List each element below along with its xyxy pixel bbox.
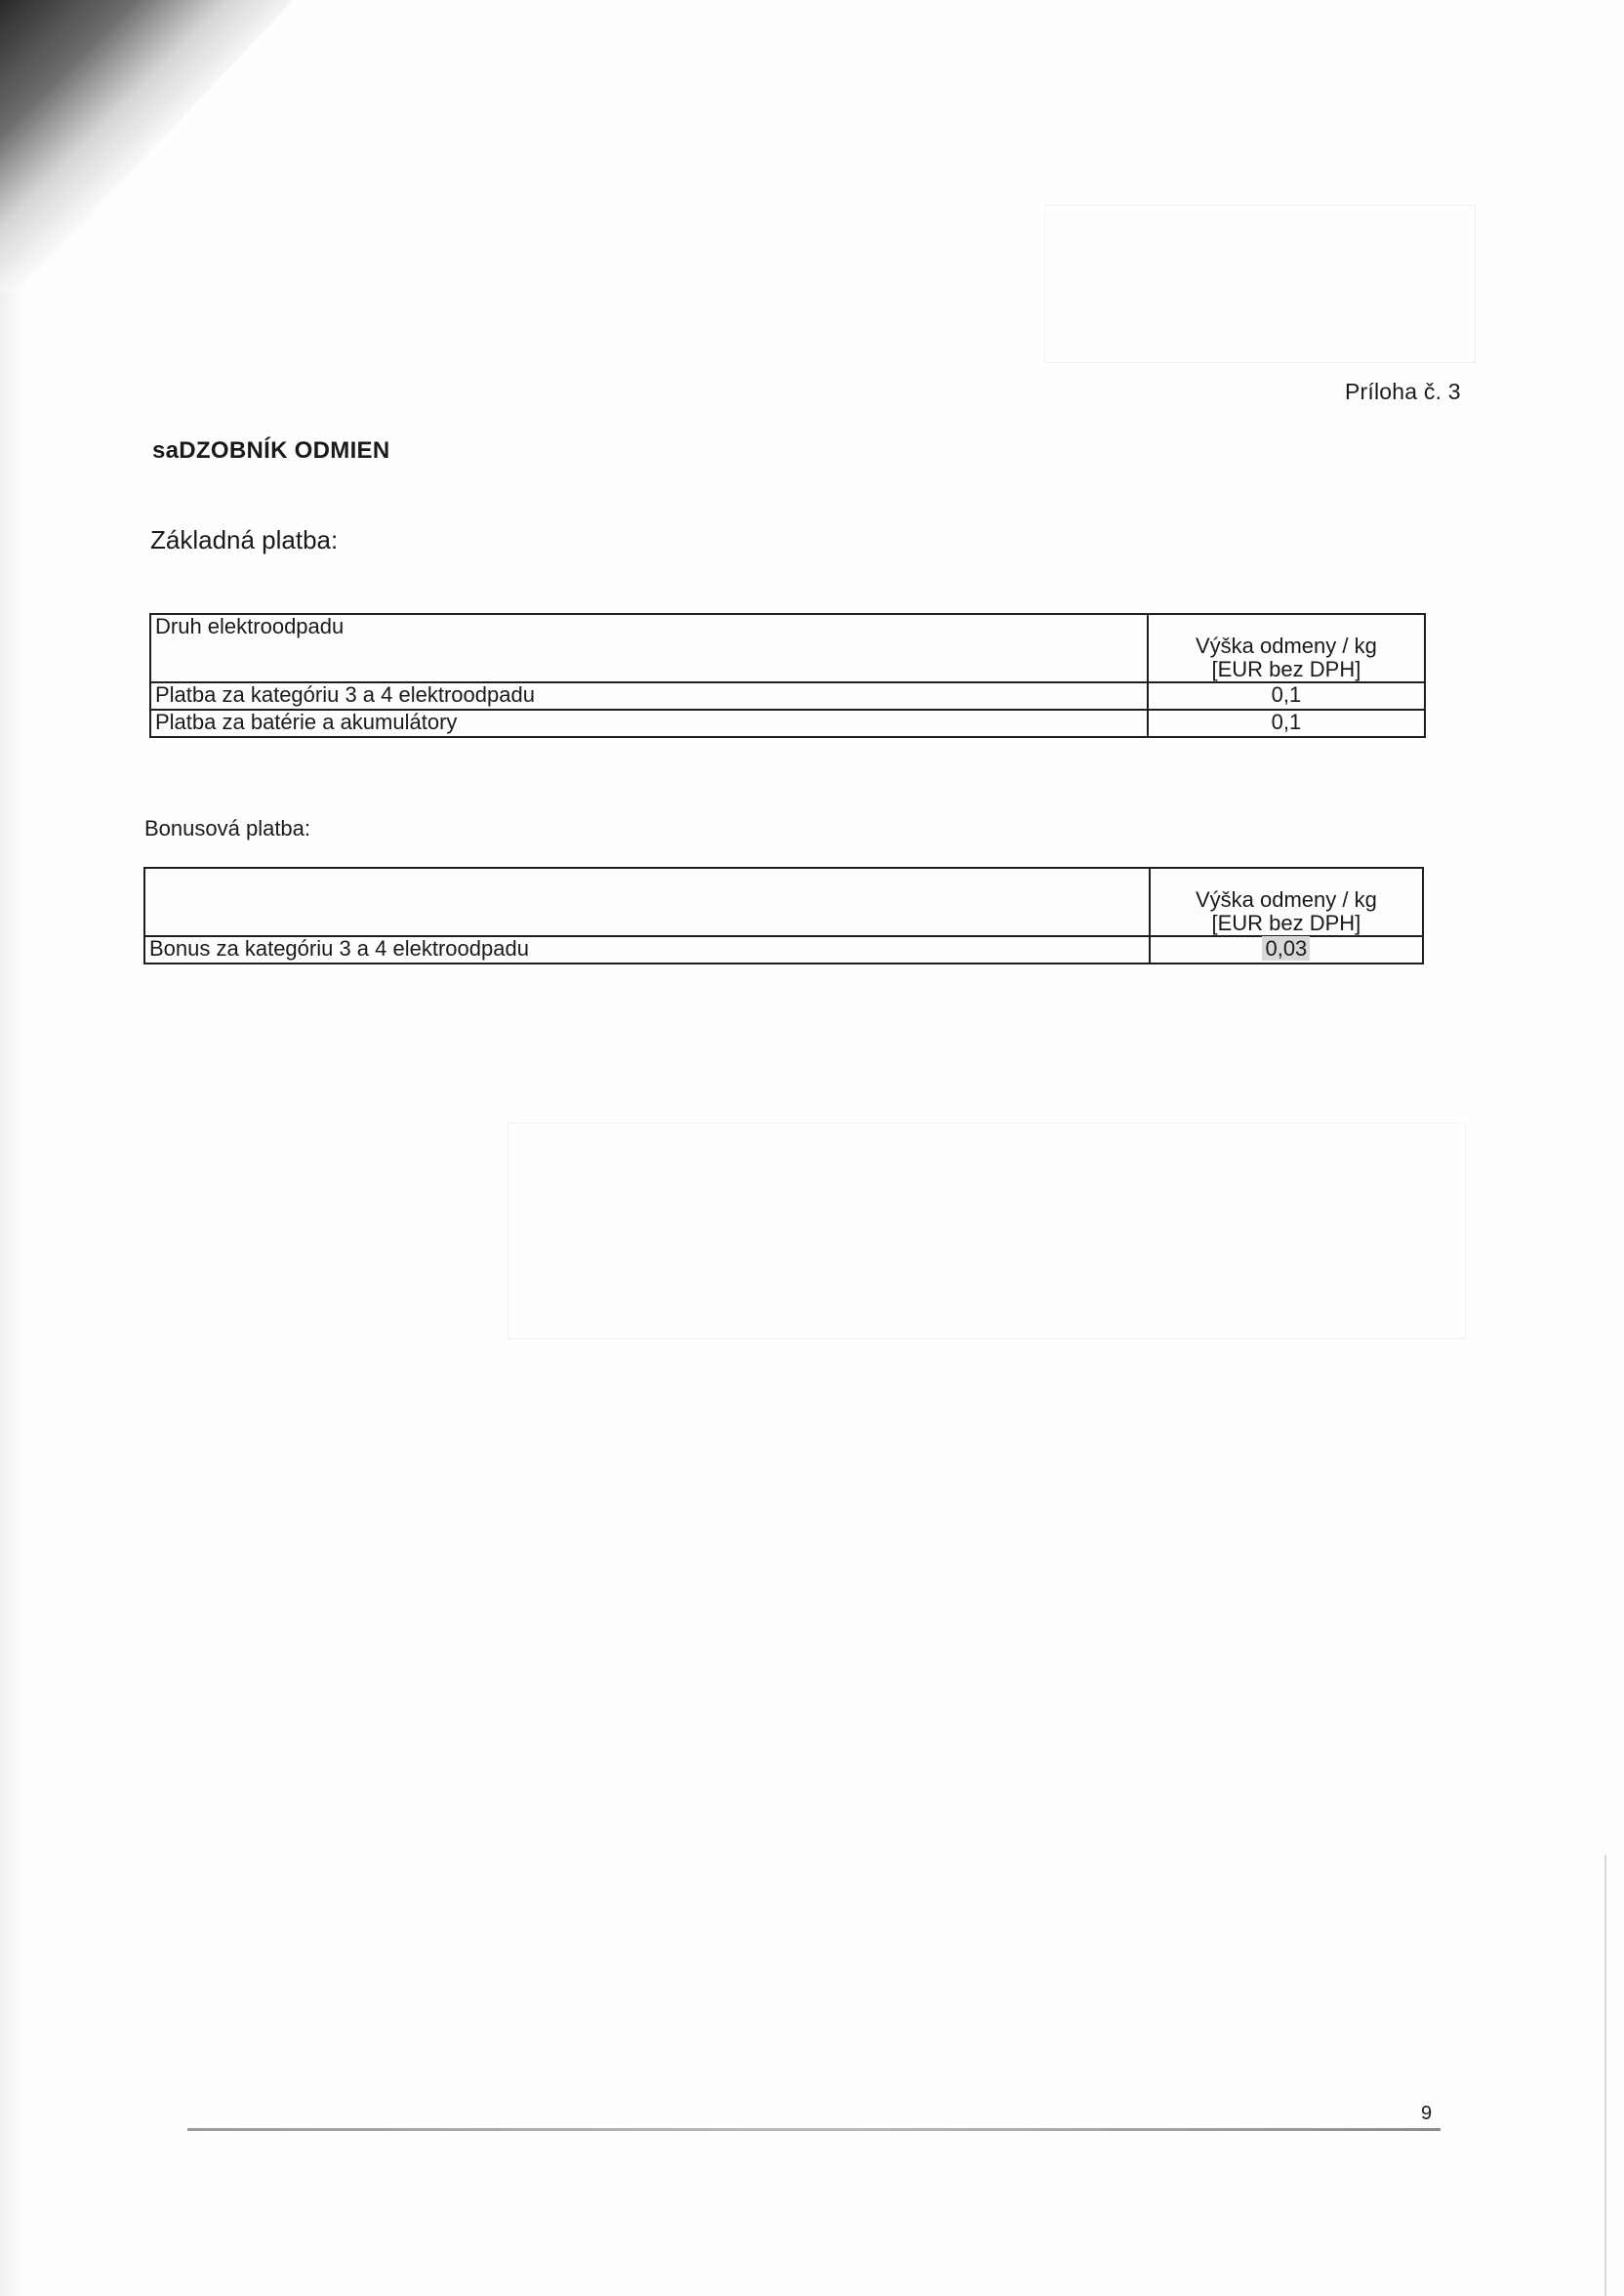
scan-shadow (0, 0, 293, 312)
table-row (150, 682, 1425, 710)
header-cell-empty (144, 868, 1150, 936)
bleed-through-box (508, 1123, 1466, 1339)
header-amount-line2: [EUR bez DPH] (1211, 657, 1361, 681)
row-name-cell: Platba za kategóriu 3 a 4 elektroodpadu (150, 682, 1148, 710)
header-cell-amount (1148, 614, 1425, 682)
table-header-row (150, 614, 1425, 682)
table-header-row (144, 868, 1423, 936)
bleed-through-box (1044, 205, 1476, 363)
highlighted-value: 0,03 (1262, 936, 1310, 961)
header-cell-amount (1150, 868, 1423, 936)
bonus-payment-table (143, 867, 1424, 964)
footer-divider (187, 2128, 1441, 2131)
basic-payment-label: Základná platba: (150, 525, 339, 554)
scan-edge-right (1604, 1855, 1606, 2296)
page-title: saDZOBNÍK ODMIEN (152, 437, 390, 464)
table-row (144, 936, 1423, 964)
header-amount-line2: [EUR bez DPH] (1211, 911, 1361, 935)
header-cell-type: Druh elektroodpadu (150, 614, 1148, 682)
header-amount-line1: Výška odmeny / kg (1195, 887, 1377, 912)
table-row (150, 710, 1425, 737)
header-amount-line1: Výška odmeny / kg (1195, 634, 1377, 658)
basic-payment-table (149, 613, 1426, 738)
row-value-cell: 0,1 (1148, 682, 1425, 710)
annex-label: Príloha č. 3 (1345, 379, 1461, 404)
page-number: 9 (1421, 2103, 1433, 2124)
row-value-cell: 0,1 (1148, 710, 1425, 737)
row-name-cell: Platba za batérie a akumulátory (150, 710, 1148, 737)
row-name-cell: Bonus za kategóriu 3 a 4 elektroodpadu (144, 936, 1150, 964)
row-value-cell (1150, 936, 1423, 964)
bonus-payment-label: Bonusová platba: (144, 816, 311, 840)
scan-edge (0, 293, 25, 2296)
